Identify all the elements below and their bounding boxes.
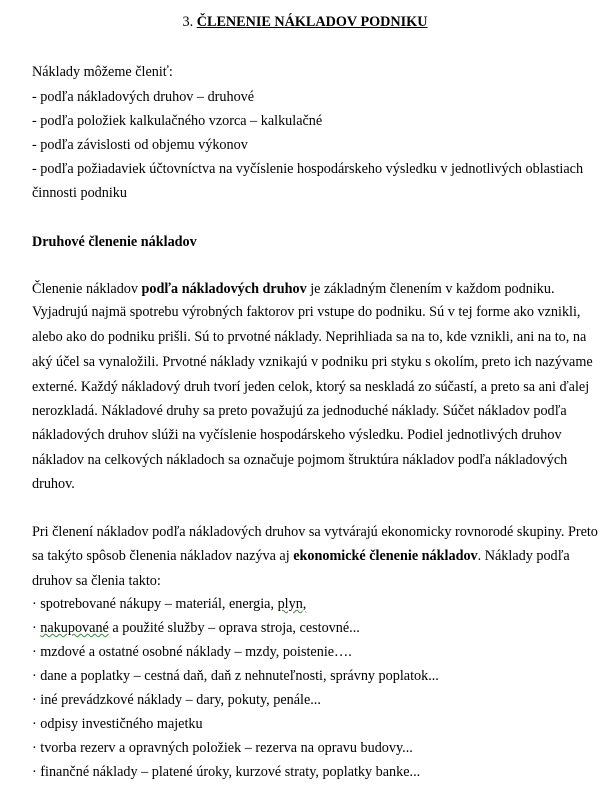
list-item: · nakupované a použité služby – oprava stroja, cestovné... (32, 620, 360, 636)
intro-line: činnosti podniku (32, 185, 127, 201)
section-heading: Druhové členenie nákladov (32, 234, 197, 250)
paragraph-line: Vyjadrujú najmä spotrebu výrobných faktorov pri vstupe do podniku. Sú v tej forme ako vznikli, (32, 304, 581, 320)
intro-line: - podľa nákladových druhov – druhové (32, 89, 255, 105)
list-item: · iné prevádzkové náklady – dary, pokuty, penále... (32, 692, 321, 708)
chapter-title: ČLENENIE NÁKLADOV PODNIKU (196, 14, 428, 30)
spellcheck-flag: plyn, (277, 596, 307, 612)
list-item: · odpisy investičného majetku (32, 716, 203, 732)
intro-line: Náklady môžeme členiť: (32, 64, 173, 80)
intro-line: - podľa závislosti od objemu výkonov (32, 137, 248, 153)
list-item: · mzdové a ostatné osobné náklady – mzdy, poistenie…. (32, 644, 352, 660)
list-item: · tvorba rezerv a opravných položiek – rezerva na opravu budovy... (32, 740, 413, 756)
paragraph-line: externé. Každý nákladový druh tvorí jeden celok, ktorý sa neskladá zo súčastí, a preto sa ani ďalej (32, 379, 590, 395)
paragraph-line: nerozkladá. Nákladové druhy sa preto považujú za jednoduché náklady. Súčet nákladov podľa (32, 403, 567, 419)
page-title (0, 12, 610, 32)
intro-line: - podľa položiek kalkulačného vzorca – kalkulačné (32, 113, 323, 129)
paragraph-line: alebo ako do podniku prišli. Sú to prvotné náklady. Neprihliada sa na to, kde vznikli, ani na to, na (32, 329, 587, 345)
emphasis-text: ekonomické členenie nákladov (293, 548, 478, 564)
paragraph-line: druhov sa členia takto: (32, 573, 161, 589)
paragraph-line: nákladov na celkových nákladoch sa označuje pojmom štruktúra nákladov podľa nákladových (32, 452, 568, 468)
list-item: · spotrebované nákupy – materiál, energia, plyn, (32, 596, 307, 612)
paragraph-line: Členenie nákladov podľa nákladových druhov je základným členením v každom podniku. (32, 281, 555, 297)
paragraph-line: aký účel sa vynaložili. Prvotné náklady vznikajú v podniku pri styku s okolím, preto ich nazývame (32, 354, 593, 370)
chapter-number: 3. (182, 14, 194, 30)
paragraph-line: nákladových druhov slúži na vyčíslenie hospodárskeho výsledku. Podiel jednotlivých druhov (32, 427, 562, 443)
list-item: · dane a poplatky – cestná daň, daň z nehnuteľnosti, správny poplatok... (32, 668, 439, 684)
list-item: · finančné náklady – platené úroky, kurzové straty, poplatky banke... (32, 764, 421, 780)
spellcheck-flag: nakupované (40, 620, 109, 636)
emphasis-text: podľa nákladových druhov (141, 281, 307, 297)
paragraph-line: sa takýto spôsob členenia nákladov nazýva aj ekonomické členenie nákladov. Náklady podľa (32, 548, 570, 564)
paragraph-line: Pri členení nákladov podľa nákladových druhov sa vytvárajú ekonomicky rovnorodé skupiny. Preto (32, 524, 598, 540)
paragraph-line: druhov. (32, 476, 75, 492)
intro-line: - podľa požiadaviek účtovníctva na vyčíslenie hospodárskeho výsledku v jednotlivých oblastiach (32, 161, 584, 177)
